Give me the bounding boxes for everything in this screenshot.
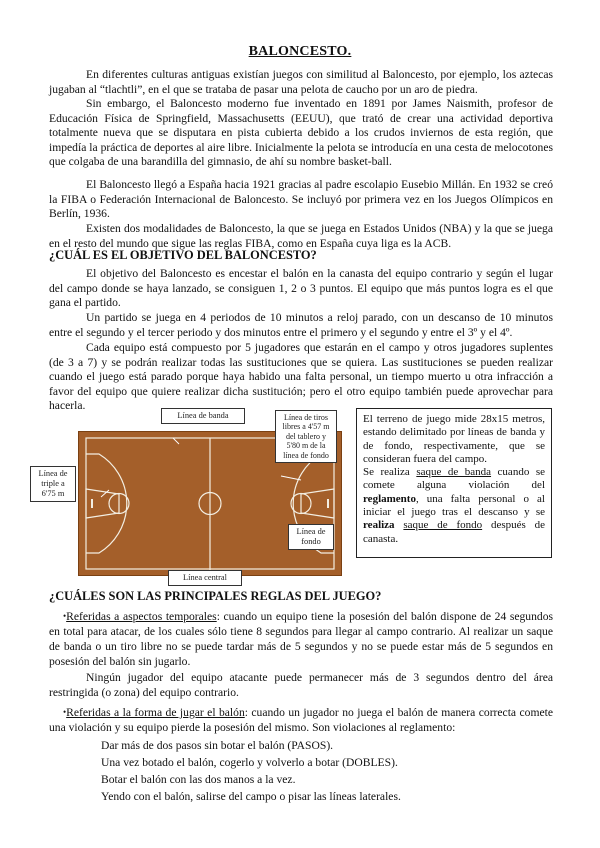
intro-paragraph-1: En diferentes culturas antiguas existían juegos con similitud al Baloncesto, por ejemplo, los aztecas jugaban al “tlachtli”, en el que se trataba de pasar una pelota de caucho por un aro de piedra.	[49, 68, 553, 96]
right-restricted-area	[301, 489, 334, 518]
objetivo-paragraph-1: El objetivo del Baloncesto es encestar el balón en la canasta del equipo contrario y según el lugar del campo donde se haya lanzado, se consiguen 1, 2 o 3 puntos. El equipo que más puntos logra es el que gana el partido.	[49, 267, 553, 310]
reglas-heading: ¿CUÁLES SON LAS PRINCIPALES REGLAS DEL JUEGO?	[49, 589, 382, 603]
list-item: Una vez botado el balón, cogerlo y volverlo a botar (DOBLES).	[101, 756, 398, 769]
list-item: Botar el balón con las dos manos a la vez.	[101, 773, 296, 786]
bullet-icon: •	[63, 611, 67, 621]
label-linea-banda: Línea de banda	[161, 408, 245, 424]
list-item: Yendo con el balón, salirse del campo o pisar las líneas laterales.	[101, 790, 401, 803]
intro-paragraph-2: Sin embargo, el Baloncesto moderno fue inventado en 1891 por James Naismith, profesor de Educación Física de Springfield, Massachusetts (EEUU), que trató de crear una actividad deportiva totalmente nueva que se disputara en pista cubierta debido a los crudos inviernos de esta región, que impedía la práctica de deportes al aire libre. Inicialmente la pelota se introducía en una cesta de melocotones que colgaba de una barandilla del gimnasio, de ahí su nombre basket-ball.	[49, 97, 553, 169]
reglas-temporales-paragraph: •Referidas a aspectos temporales: cuando un equipo tiene la posesión del balón dispone de 24 segundos en total para atacar, de los cuales sólo tiene 8 segundos para llegar al campo contrario. Al realizar un saque de banda o un tiro libre no se puede tardar más de 5 segundos y no se puede estar más de 5 segundos en posesión del balón sin jugarlo.	[49, 610, 553, 668]
page-title: BALONCESTO.	[248, 44, 352, 59]
violaciones-list	[101, 737, 401, 805]
saque-fondo-term: saque de fondo	[403, 519, 483, 532]
left-restricted-area	[86, 489, 119, 518]
objetivo-heading: ¿CUÁL ES EL OBJETIVO DEL BALONCESTO?	[49, 248, 317, 262]
forma-label: Referidas a la forma de jugar el balón	[66, 706, 245, 719]
objetivo-paragraph-2: Un partido se juega en 4 periodos de 10 minutos a reloj parado, con un descanso de 10 minutos entre el segundo y el tercer periodo y dos minutos entre el primero y el segundo y entre el 3º y el 4º.	[49, 311, 553, 339]
objetivo-paragraph-3: Cada equipo está compuesto por 5 jugadores que estarán en el campo y otros jugadores suplentes (de 3 a 7) y se podrán realizar todas las sustituciones que se quiera. Las sustituciones se pueden realizar cuando el juego está parado porque haya habido una falta personal, un tiempo muerto u otra infracción a favor del equipo que quiere realizar dicha sustitución; pero el otro equipo también puede aprovechar para hacerla.	[49, 341, 553, 413]
right-backboard	[327, 499, 329, 508]
label-linea-triple: Línea de triple a 6'75 m	[30, 466, 76, 502]
label-linea-central: Línea central	[168, 570, 242, 586]
intro-paragraph-4: Existen dos modalidades de Baloncesto, la que se juega en Estados Unidos (NBA) y la que se juega en el resto del mundo que sigue las reglas FIBA, como en España cuya liga es la ACB.	[49, 222, 553, 250]
list-item: Dar más de dos pasos sin botar el balón (PASOS).	[101, 739, 334, 752]
temporales-label: Referidas a aspectos temporales	[66, 610, 217, 623]
reglas-forma-paragraph: •Referidas a la forma de jugar el balón: cuando un jugador no juega el balón de manera correcta comete una violación y su equipo pierde la posesión del mismo. Son violaciones al reglamento:	[49, 706, 553, 734]
label-linea-fondo: Línea de fondo	[288, 524, 334, 550]
info-paragraph-1: El terreno de juego mide 28x15 metros, estando delimitado por líneas de banda y de fondo, respectivamente, que se consideran fuera del campo.	[363, 413, 545, 465]
reglas-temporales-paragraph-2: Ningún jugador del equipo atacante puede permanecer más de 3 segundos dentro del área restringida (o zona) del equipo contrario.	[49, 671, 553, 699]
info-paragraph-2: Se realiza saque de banda cuando se comete alguna violación del reglamento, una falta personal o al iniciar el juego tras el descanso y se realiza saque de fondo después de canasta.	[363, 466, 545, 545]
court-figure	[38, 408, 345, 586]
bullet-icon: •	[63, 707, 67, 717]
left-backboard	[91, 499, 93, 508]
saque-banda-term: saque de banda	[416, 466, 492, 479]
intro-paragraph-3: El Baloncesto llegó a España hacia 1921 gracias al padre escolapio Eusebio Millán. En 1932 se creó la FIBA o Federación Internacional de Baloncesto. Se incluyó por primera vez en los Juegos Olímpicos en Berlín, 1936.	[49, 178, 553, 221]
label-linea-tiros-libres: Línea de tiros libres a 4'57 m del tablero y 5'80 m de la línea de fondo	[275, 410, 337, 463]
court-info-box	[356, 408, 552, 558]
